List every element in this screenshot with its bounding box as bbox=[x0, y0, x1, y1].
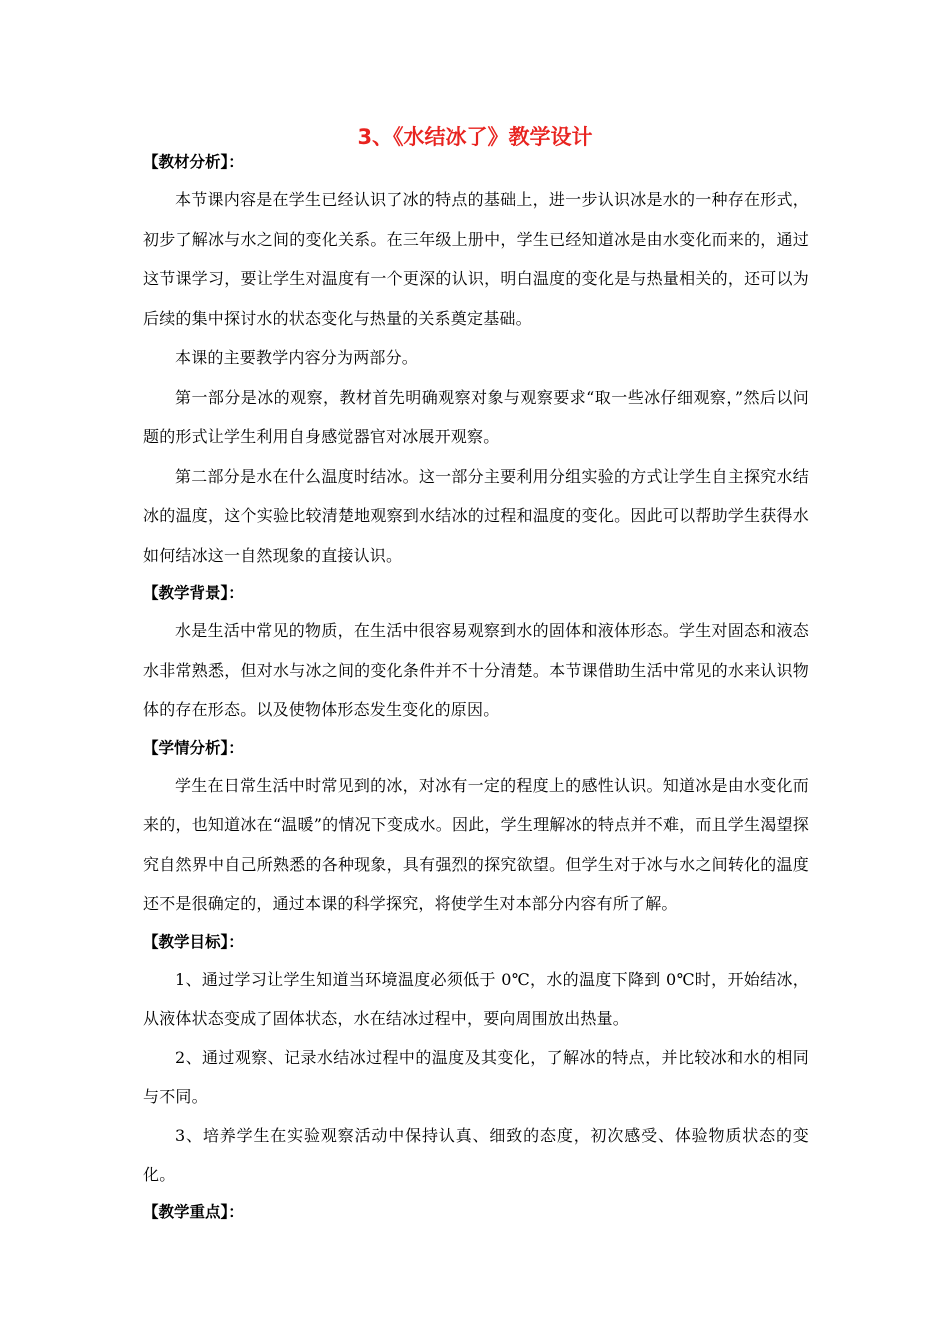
section-heading-teaching-objectives: 【教学目标】： bbox=[143, 932, 244, 951]
paragraph: 水是生活中常见的物质，在生活中很容易观察到水的固体和液体形态。学生对固态和液态水非常熟悉，但对水与冰之间的变化条件并不十分清楚。本节课借助生活中常见的水来认识物体的存在形态。以及使物体形态发生变化的原因。 bbox=[143, 621, 809, 719]
paragraph: 第一部分是冰的观察，教材首先明确观察对象与观察要求“取一些冰仔细观察，”然后以问题的形式让学生利用自身感觉器官对冰展开观察。 bbox=[143, 387, 809, 446]
objective-item: 1、通过学习让学生知道当环境温度必须低于 0℃，水的温度下降到 0℃时，开始结冰，从液体状态变成了固体状态，水在结冰过程中，要向周围放出热量。 bbox=[143, 969, 809, 1028]
section-heading-teaching-background: 【教学背景】： bbox=[143, 584, 244, 602]
section-heading-teaching-focus: 【教学重点】： bbox=[143, 1202, 244, 1221]
paragraph: 本节课内容是在学生已经认识了冰的特点的基础上，进一步认识冰是水的一种存在形式，初步了解冰与水之间的变化关系。在三年级上册中，学生已经知道冰是由水变化而来的，通过这节课学习，要让学生对温度有一个更深的认识，明白温度的变化是与热量相关的，还可以为后续的集中探讨水的状态变化与热量的关系奠定基础。 bbox=[143, 190, 809, 328]
section-heading-textbook-analysis: 【教材分析】： bbox=[143, 153, 244, 171]
paragraph: 本课的主要教学内容分为两部分。 bbox=[175, 348, 419, 367]
paragraph: 学生在日常生活中时常见到的冰，对冰有一定的程度上的感性认识。知道冰是由水变化而来的，也知道冰在“温暖”的情况下变成水。因此，学生理解冰的特点并不难，而且学生渴望探究自然界中自己所熟悉的各种现象，具有强烈的探究欲望。但学生对于冰与水之间转化的温度还不是很确定的，通过本课的科学探究，将使学生对本部分内容有所了解。 bbox=[143, 775, 809, 913]
section-heading-learner-analysis: 【学情分析】： bbox=[143, 738, 244, 757]
objective-item: 3、培养学生在实验观察活动中保持认真、细致的态度，初次感受、体验物质状态的变化。 bbox=[143, 1125, 809, 1184]
objective-item: 2、通过观察、记录水结冰过程中的温度及其变化，了解冰的特点，并比较冰和水的相同与不同。 bbox=[143, 1047, 809, 1106]
paragraph: 第二部分是水在什么温度时结冰。这一部分主要利用分组实验的方式让学生自主探究水结冰的温度，这个实验比较清楚地观察到水结冰的过程和温度的变化。因此可以帮助学生获得水如何结冰这一自然现象的直接认识。 bbox=[143, 466, 809, 565]
document-body bbox=[143, 144, 809, 1230]
document-title: 3、《水结冰了》教学设计 bbox=[357, 125, 593, 149]
